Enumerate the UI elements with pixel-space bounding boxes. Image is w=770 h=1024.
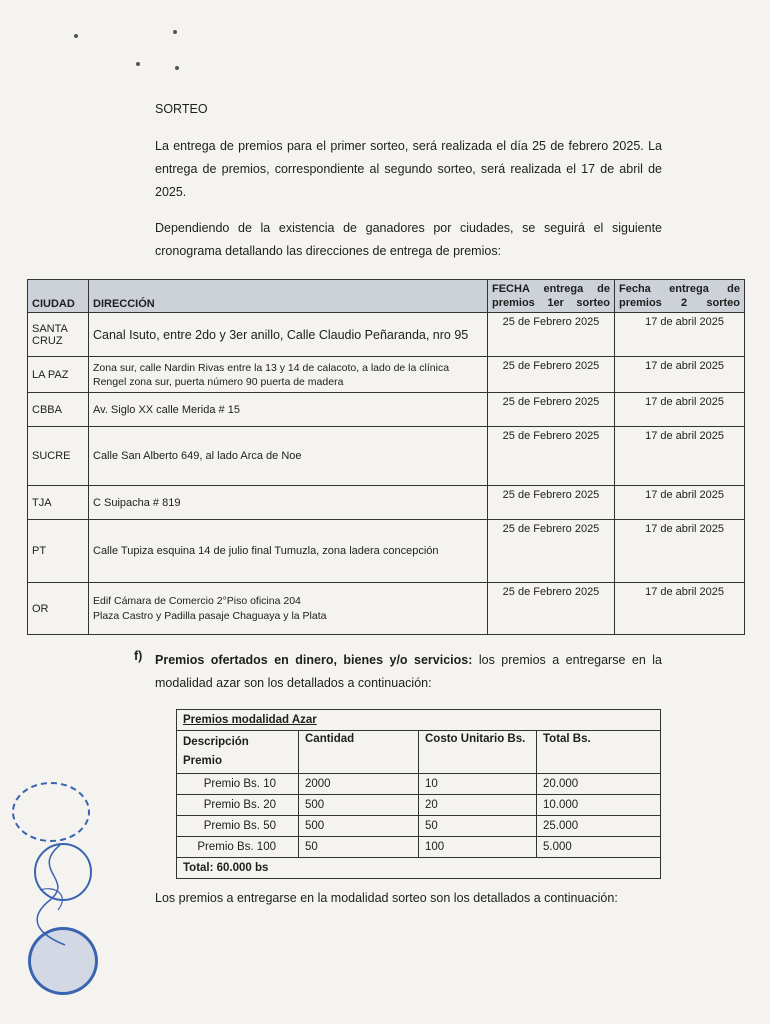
header-costo: Costo Unitario Bs. (419, 731, 537, 774)
cell-fecha-1: 25 de Febrero 2025 (488, 486, 615, 520)
header-descripcion: Descripción Premio (177, 731, 299, 774)
cell-fecha-1: 25 de Febrero 2025 (488, 583, 615, 635)
cell-desc: Premio Bs. 100 (177, 837, 299, 858)
signature-icon (20, 840, 90, 950)
header-direccion: DIRECCIÓN (89, 280, 488, 313)
paragraph-dates: La entrega de premios para el primer sorteo, será realizada el día 25 de febrero 2025. La entrega de premios, correspondiente al segundo sorteo, será realizada el 17 de abril de 2025. (155, 139, 662, 199)
header-fecha-2: Fecha entrega de premios 2 sorteo (615, 280, 745, 313)
cell-fecha-2: 17 de abril 2025 (615, 486, 745, 520)
cell-ciudad: CBBA (28, 393, 89, 427)
cell-direccion: Zona sur, calle Nardin Rivas entre la 13 y 14 de calacoto, a lado de la clínica Rengel zona sur, puerta número 90 puerta de madera (89, 357, 488, 393)
section-f-title: Premios ofertados en dinero, bienes y/o servicios: (155, 653, 473, 667)
cell-direccion: Av. Siglo XX calle Merida # 15 (89, 393, 488, 427)
section-heading: SORTEO (155, 102, 208, 116)
section-f-text-line2: modalidad azar son los detallados a continuación: (155, 676, 432, 690)
table-row (177, 816, 661, 837)
speck (175, 66, 179, 70)
cell-costo: 50 (419, 816, 537, 837)
cell-total: 25.000 (537, 816, 661, 837)
cell-costo: 10 (419, 774, 537, 795)
header-fecha-1: FECHA entrega de premios 1er sorteo (488, 280, 615, 313)
cell-ciudad: TJA (28, 486, 89, 520)
cell-total: 20.000 (537, 774, 661, 795)
address-line: Edif Cámara de Comercio 2°Piso oficina 204 (93, 594, 301, 607)
table-row (28, 520, 745, 583)
paragraph-closing: Los premios a entregarse en la modalidad sorteo son los detallados a continuación: (155, 891, 618, 905)
prizes-table-title: Premios modalidad Azar (177, 710, 661, 731)
table-row (28, 393, 745, 427)
official-seal-icon (12, 782, 90, 842)
cell-ciudad: SANTA CRUZ (28, 313, 89, 357)
cell-fecha-2: 17 de abril 2025 (615, 520, 745, 583)
paragraph-section-f (155, 649, 662, 695)
paragraph-schedule-intro: Dependiendo de la existencia de ganadores por ciudades, se seguirá el siguiente cronograma detallando las direcciones de entrega de premios: (155, 221, 662, 258)
prizes-header-row (177, 731, 661, 774)
table-row (177, 774, 661, 795)
table-header-row (28, 280, 745, 313)
cell-costo: 20 (419, 795, 537, 816)
cell-costo: 100 (419, 837, 537, 858)
speck (136, 62, 140, 66)
speck (173, 30, 177, 34)
cell-cantidad: 500 (299, 816, 419, 837)
delivery-schedule-table (27, 279, 745, 635)
cell-cantidad: 50 (299, 837, 419, 858)
cell-fecha-2: 17 de abril 2025 (615, 583, 745, 635)
cell-fecha-2: 17 de abril 2025 (615, 357, 745, 393)
cell-ciudad: PT (28, 520, 89, 583)
cell-fecha-1: 25 de Febrero 2025 (488, 313, 615, 357)
cell-desc: Premio Bs. 10 (177, 774, 299, 795)
prizes-table (176, 709, 661, 879)
prizes-total: Total: 60.000 bs (177, 858, 661, 879)
prizes-total-row (177, 858, 661, 879)
cell-ciudad: SUCRE (28, 427, 89, 486)
header-cantidad: Cantidad (299, 731, 419, 774)
address-line: Plaza Castro y Padilla pasaje Chaguaya y la Plata (93, 609, 327, 622)
cell-direccion: C Suipacha # 819 (89, 486, 488, 520)
table-row (28, 486, 745, 520)
cell-direccion: Calle San Alberto 649, al lado Arca de Noe (89, 427, 488, 486)
header-total: Total Bs. (537, 731, 661, 774)
list-marker-f: f) (134, 649, 143, 663)
cell-direccion: Calle Tupiza esquina 14 de julio final Tumuzla, zona ladera concepción (89, 520, 488, 583)
cell-fecha-1: 25 de Febrero 2025 (488, 393, 615, 427)
table-row (177, 837, 661, 858)
table-row (177, 795, 661, 816)
table-row (28, 427, 745, 486)
cell-total: 10.000 (537, 795, 661, 816)
cell-total: 5.000 (537, 837, 661, 858)
cell-cantidad: 2000 (299, 774, 419, 795)
cell-fecha-2: 17 de abril 2025 (615, 313, 745, 357)
cell-direccion: Canal Isuto, entre 2do y 3er anillo, Calle Claudio Peñaranda, nro 95 (89, 313, 488, 357)
table-row (28, 357, 745, 393)
cell-direccion (89, 583, 488, 635)
header-ciudad: CIUDAD (28, 280, 89, 313)
cell-fecha-2: 17 de abril 2025 (615, 427, 745, 486)
cell-ciudad: OR (28, 583, 89, 635)
table-row (28, 583, 745, 635)
section-f-text: los premios a entregarse en la (472, 653, 662, 667)
cell-fecha-1: 25 de Febrero 2025 (488, 357, 615, 393)
cell-desc: Premio Bs. 50 (177, 816, 299, 837)
cell-fecha-1: 25 de Febrero 2025 (488, 427, 615, 486)
table-row (28, 313, 745, 357)
cell-fecha-1: 25 de Febrero 2025 (488, 520, 615, 583)
cell-fecha-2: 17 de abril 2025 (615, 393, 745, 427)
cell-cantidad: 500 (299, 795, 419, 816)
cell-ciudad: LA PAZ (28, 357, 89, 393)
speck (74, 34, 78, 38)
cell-desc: Premio Bs. 20 (177, 795, 299, 816)
